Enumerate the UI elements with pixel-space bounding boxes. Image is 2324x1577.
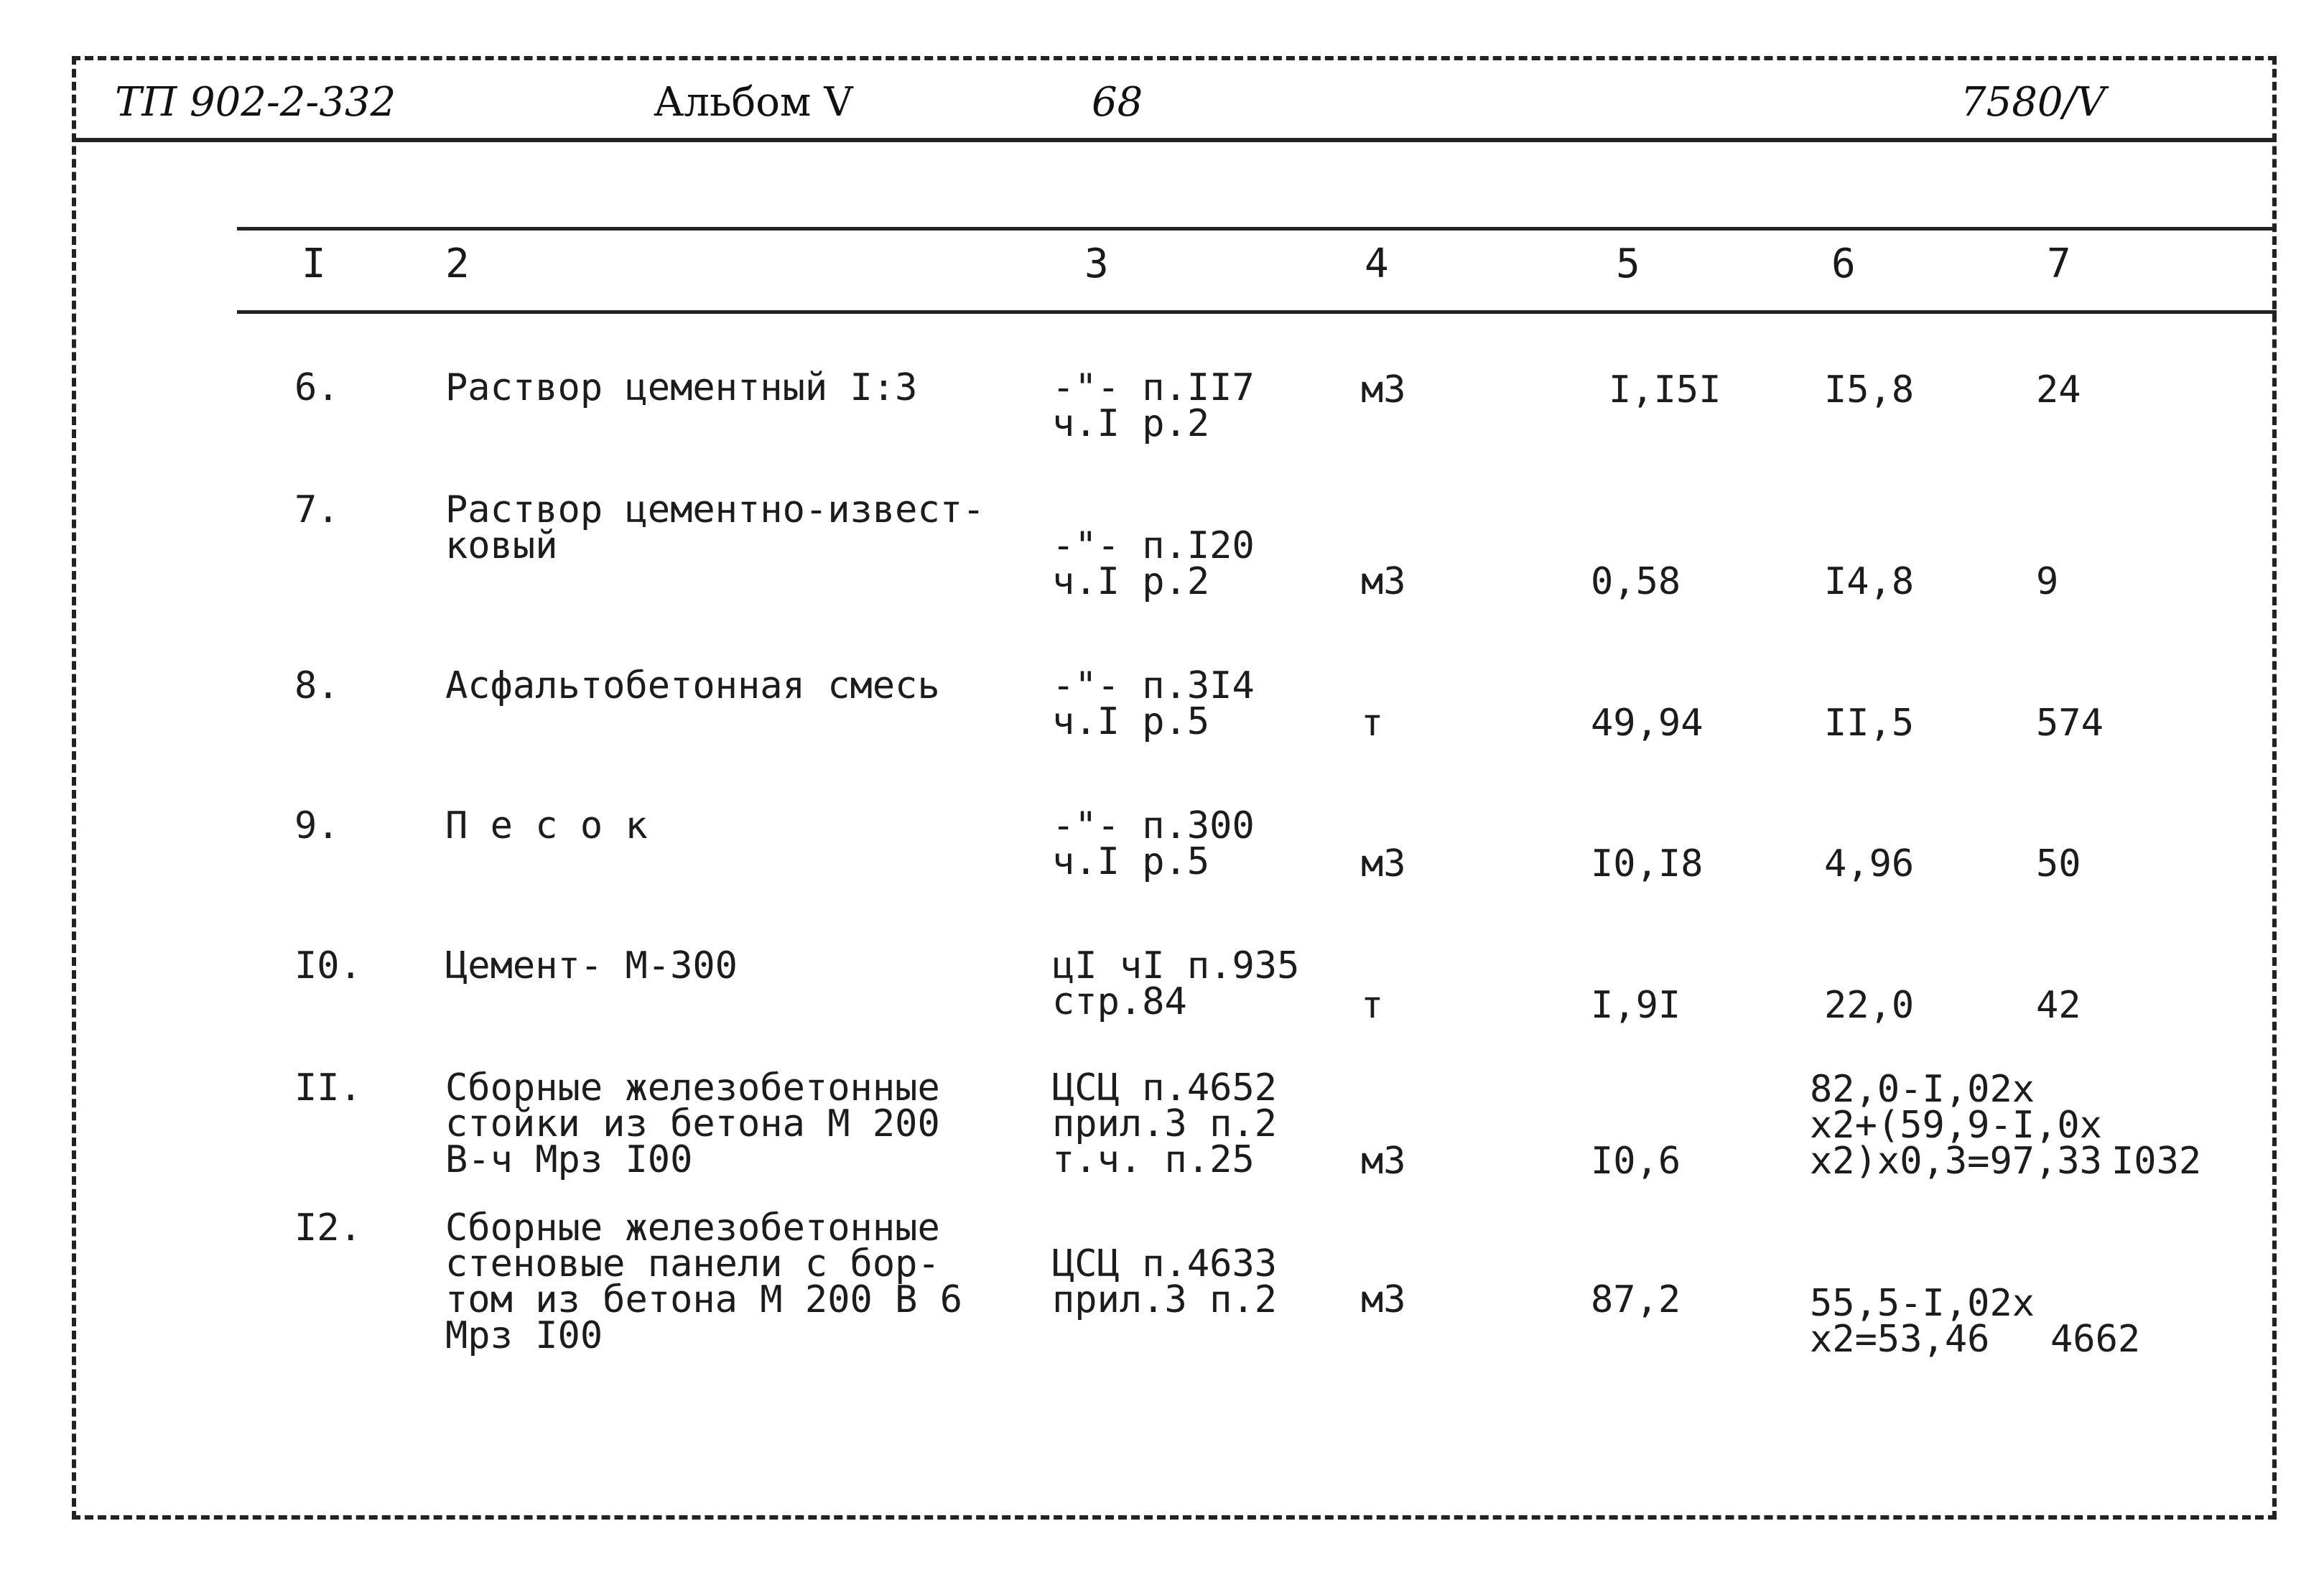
table-header-rule xyxy=(237,310,2277,314)
column-header-1: I xyxy=(302,241,326,287)
row-price: II,5 xyxy=(1824,702,1915,745)
row-total: I032 xyxy=(2111,1140,2202,1183)
row-quantity: 87,2 xyxy=(1591,1278,1681,1321)
sheet-number: 7580/V xyxy=(1961,79,2106,126)
row-number: I0. xyxy=(294,944,362,987)
row-quantity: 0,58 xyxy=(1591,560,1681,603)
row-number: II. xyxy=(294,1066,362,1110)
row-total: 24 xyxy=(2036,368,2081,411)
row-price: 55,5-I,02х х2=53,46 xyxy=(1810,1282,2035,1361)
row-price: 82,0-I,02х х2+(59,9-I,0х х2)х0,3=97,33 xyxy=(1810,1068,2102,1183)
column-header-7: 7 xyxy=(2047,241,2071,287)
column-header-6: 6 xyxy=(1831,241,1856,287)
row-quantity: I0,I8 xyxy=(1591,842,1704,885)
row-name: Цемент- М-300 xyxy=(445,944,738,987)
row-reference: -"- п.3I4 ч.I р.5 xyxy=(1052,664,1255,743)
row-unit: м3 xyxy=(1361,1140,1406,1183)
row-unit: м3 xyxy=(1361,842,1406,885)
column-header-4: 4 xyxy=(1365,241,1389,287)
row-price: I5,8 xyxy=(1824,368,1915,411)
row-reference: цI чI п.935 стр.84 xyxy=(1052,944,1300,1023)
row-name: Раствор цементно-извест- ковый xyxy=(445,488,985,567)
row-price: 22,0 xyxy=(1824,984,1915,1027)
row-quantity: I,I5I xyxy=(1609,368,1721,411)
page-number: 68 xyxy=(1092,79,1143,126)
row-name: Асфальтобетонная смесь xyxy=(445,664,940,707)
column-header-5: 5 xyxy=(1616,241,1640,287)
row-total: 50 xyxy=(2036,842,2081,885)
header-separator xyxy=(72,138,2277,142)
row-name: Сборные железобетонные стойки из бетона М 200 В-ч Мрз I00 xyxy=(445,1066,940,1181)
row-reference: ЦСЦ п.4633 прил.3 п.2 xyxy=(1052,1242,1278,1321)
row-reference: -"- п.300 ч.I р.5 xyxy=(1052,804,1255,883)
row-total: 42 xyxy=(2036,984,2081,1027)
row-name: Раствор цементный I:3 xyxy=(445,366,918,409)
row-unit: т xyxy=(1361,984,1384,1027)
row-unit: м3 xyxy=(1361,368,1406,411)
table-top-rule xyxy=(237,227,2277,231)
row-number: 6. xyxy=(294,366,340,409)
row-quantity: 49,94 xyxy=(1591,702,1704,745)
row-total: 9 xyxy=(2036,560,2059,603)
row-quantity: I,9I xyxy=(1591,984,1681,1027)
row-number: 7. xyxy=(294,488,340,531)
document-code: ТП 902-2-332 xyxy=(115,79,396,126)
row-total: 574 xyxy=(2036,702,2104,745)
row-price: I4,8 xyxy=(1824,560,1915,603)
row-name: Сборные железобетонные стеновые панели с бор- том из бетона М 200 В 6 Мрз I00 xyxy=(445,1206,963,1357)
row-number: 9. xyxy=(294,804,340,847)
row-reference: -"- п.I20 ч.I р.2 xyxy=(1052,524,1255,603)
row-name: П е с о к xyxy=(445,804,648,847)
column-header-3: 3 xyxy=(1084,241,1109,287)
row-unit: м3 xyxy=(1361,1278,1406,1321)
row-number: 8. xyxy=(294,664,340,707)
row-quantity: I0,6 xyxy=(1591,1140,1681,1183)
album-label: Альбом V xyxy=(654,79,853,126)
row-reference: ЦСЦ п.4652 прил.3 п.2 т.ч. п.25 xyxy=(1052,1066,1278,1181)
row-total: 4662 xyxy=(2050,1318,2141,1361)
column-header-2: 2 xyxy=(445,241,470,287)
row-reference: -"- п.II7 ч.I р.2 xyxy=(1052,366,1255,445)
row-number: I2. xyxy=(294,1206,362,1250)
row-unit: м3 xyxy=(1361,560,1406,603)
row-price: 4,96 xyxy=(1824,842,1915,885)
row-unit: т xyxy=(1361,702,1384,745)
